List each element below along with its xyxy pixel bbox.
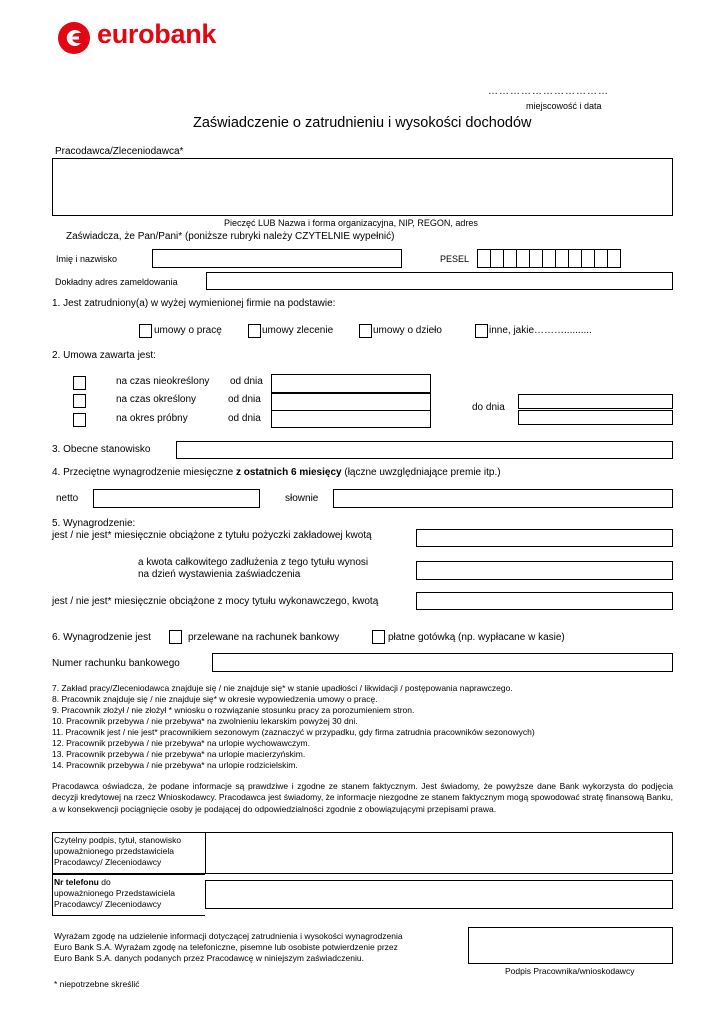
enforcement-deduction-field[interactable] [416, 592, 673, 610]
contract-employment-checkbox[interactable] [139, 324, 152, 338]
employer-label: Pracodawca/Zleceniodawca* [55, 146, 184, 157]
contract-other-label: inne, jakie……….......... [489, 325, 592, 336]
signature-label-line1: Czytelny podpis, tytuł, stanowisko [54, 835, 182, 845]
place-date-label: miejscowość i data [526, 101, 602, 111]
employer-stamp-field[interactable] [52, 158, 673, 216]
to-date-label: do dnia [472, 402, 505, 413]
employer-signature-field[interactable] [205, 832, 673, 874]
contract-employment-label: umowy o pracę [154, 325, 222, 336]
contract-work-label: umowy o dzieło [373, 325, 442, 336]
consent-line1: Wyrażam zgodę na udzielenie informacji dotyczącej zatrudnienia i wysokości wynagrodzenia [54, 931, 403, 941]
bank-transfer-label: przelewane na rachunek bankowy [188, 632, 340, 643]
pesel-label: PESEL [440, 254, 470, 264]
contract-other-checkbox[interactable] [475, 324, 488, 338]
total-debt-text-1: a kwota całkowitego zadłużenia z tego tytułu wynosi [138, 557, 369, 568]
brand-name: eurobank [97, 19, 217, 49]
phone-field[interactable] [205, 880, 673, 909]
netto-label: netto [56, 493, 79, 504]
contract-work-checkbox[interactable] [359, 324, 372, 338]
statement-9: 9. Pracownik złożył / nie złożył * wniosku o rozwiązanie stosunku pracy za porozumieniem stron. [52, 705, 415, 715]
section4-heading: 4. Przeciętne wynagrodzenie miesięczne z ostatnich 6 miesięcy (łączne uwzględniające premie itp.) [52, 467, 501, 478]
address-label: Dokładny adres zameldowania [55, 277, 178, 287]
indefinite-checkbox[interactable] [73, 376, 86, 390]
total-debt-field[interactable] [416, 561, 673, 580]
account-number-field[interactable] [212, 653, 673, 672]
statement-10: 10. Pracownik przebywa / nie przebywa* na zwolnieniu lekarskim powyżej 30 dni. [52, 716, 358, 726]
fixed-term-from-label: od dnia [228, 394, 261, 405]
statement-13: 13. Pracownik przebywa / nie przebywa* na urlopie macierzyńskim. [52, 749, 306, 759]
statement-14: 14. Pracownik przebywa / nie przebywa* na urlopie rodzicielskim. [52, 760, 298, 770]
loan-deduction-field[interactable] [416, 529, 673, 547]
fixed-term-checkbox[interactable] [73, 394, 86, 408]
to-date-field-1[interactable] [518, 394, 673, 409]
fixed-term-from-field[interactable] [271, 393, 431, 411]
contract-mandate-label: umowy zlecenie [262, 325, 334, 336]
page-title: Zaświadczenie o zatrudnieniu i wysokości dochodów [193, 115, 532, 131]
position-field[interactable] [176, 441, 673, 459]
employer-stamp-caption: Pieczęć LUB Nazwa i forma organizacyjna, NIP, REGON, adres [224, 218, 478, 228]
slownie-field[interactable] [333, 489, 673, 508]
pesel-field[interactable] [478, 249, 621, 268]
bank-transfer-checkbox[interactable] [169, 630, 182, 644]
name-label: Imię i nazwisko [56, 254, 118, 264]
to-date-field-2[interactable] [518, 410, 673, 425]
name-field[interactable] [152, 249, 402, 268]
statement-8: 8. Pracownik znajduje się / nie znajduje się* w okresie wypowiedzenia umowy o pracę. [52, 694, 378, 704]
section2-heading: 2. Umowa zawarta jest: [52, 350, 156, 361]
consent-line2: Euro Bank S.A. Wyrażam zgodę na telefoniczne, pisemne lub osobiste potwierdzenie przez [54, 942, 398, 952]
indefinite-from-field[interactable] [271, 374, 431, 393]
probation-checkbox[interactable] [73, 413, 86, 427]
contract-mandate-checkbox[interactable] [248, 324, 261, 338]
loan-deduction-text: jest / nie jest* miesięcznie obciążone z tytułu pożyczki zakładowej kwotą [52, 530, 372, 541]
consent-line3: Euro Bank S.A. danych podanych przez Pracodawcę w niniejszym zaświadczeniu. [54, 953, 364, 963]
indefinite-from-label: od dnia [230, 376, 263, 387]
indefinite-label: na czas nieokreślony [116, 376, 210, 387]
netto-field[interactable] [93, 489, 260, 508]
account-number-label: Numer rachunku bankowego [52, 658, 180, 669]
employee-signature-field[interactable] [468, 927, 673, 964]
signature-label-line2: upoważnionego przedstawiciela [54, 846, 175, 856]
employer-declaration: Pracodawca oświadcza, że podane informacje są prawdziwe i zgodne ze stanem faktycznym. Jest świadomy, że powyższe dane Bank wykorzysta do podjęcia decyzji kredytowej na rzecz Wnioskodawcy. Pracodawca jest świadomy, że informacje niezgodne ze stanem faktycznym mogą spowodować stratę finansową Banku, a w konsekwencji pociągnięcie osoby je podającej do odpowiedzialności zgodnie z obowiązującymi przepisami prawa. [52, 781, 673, 814]
fixed-term-label: na czas określony [116, 394, 197, 405]
section5-heading: 5. Wynagrodzenie: [52, 518, 136, 529]
cash-payment-checkbox[interactable] [372, 630, 385, 644]
phone-label-line1: Nr telefonu do [54, 877, 111, 887]
phone-label-line2: upoważnionego Przedstawiciela [54, 888, 175, 898]
total-debt-text-2: na dzień wystawienia zaświadczenia [138, 569, 301, 580]
enforcement-deduction-text: jest / nie jest* miesięcznie obciążone z mocy tytułu wykonawczego, kwotą [52, 596, 379, 607]
statement-7: 7. Zakład pracy/Zleceniodawca znajduje się / nie znajduje się* w stanie upadłości / likwidacji / postępowania naprawczego. [52, 683, 513, 693]
statement-11: 11. Pracownik jest / nie jest* pracownikiem sezonowym (zaznaczyć w przypadku, gdy firma zatrudnia pracowników sezonowych) [52, 727, 535, 737]
employee-signature-caption: Podpis Pracownika/wnioskodawcy [505, 966, 635, 976]
phone-label-line3: Pracodawcy/ Zleceniodawcy [54, 899, 162, 909]
certifies-text: Zaświadcza, że Pan/Pani* (poniższe rubryki należy CZYTELNIE wypełnić) [66, 231, 395, 242]
probation-label: na okres próbny [116, 413, 188, 424]
probation-from-field[interactable] [271, 410, 431, 428]
section3-heading: 3. Obecne stanowisko [52, 444, 151, 455]
slownie-label: słownie [285, 493, 319, 504]
statement-12: 12. Pracownik przebywa / nie przebywa* na urlopie wychowawczym. [52, 738, 310, 748]
place-date-dots: …………………………… [488, 86, 609, 97]
signature-label-line3: Pracodawcy/ Zleceniodawcy [54, 857, 162, 867]
eurobank-logo-icon [57, 21, 91, 55]
address-field[interactable] [206, 272, 673, 290]
probation-from-label: od dnia [228, 413, 261, 424]
cash-payment-label: płatne gotówką (np. wypłacane w kasie) [388, 632, 565, 643]
footnote: * niepotrzebne skreślić [54, 979, 140, 989]
section6-heading: 6. Wynagrodzenie jest [52, 632, 151, 643]
section1-heading: 1. Jest zatrudniony(a) w wyżej wymienionej firmie na podstawie: [52, 298, 336, 309]
